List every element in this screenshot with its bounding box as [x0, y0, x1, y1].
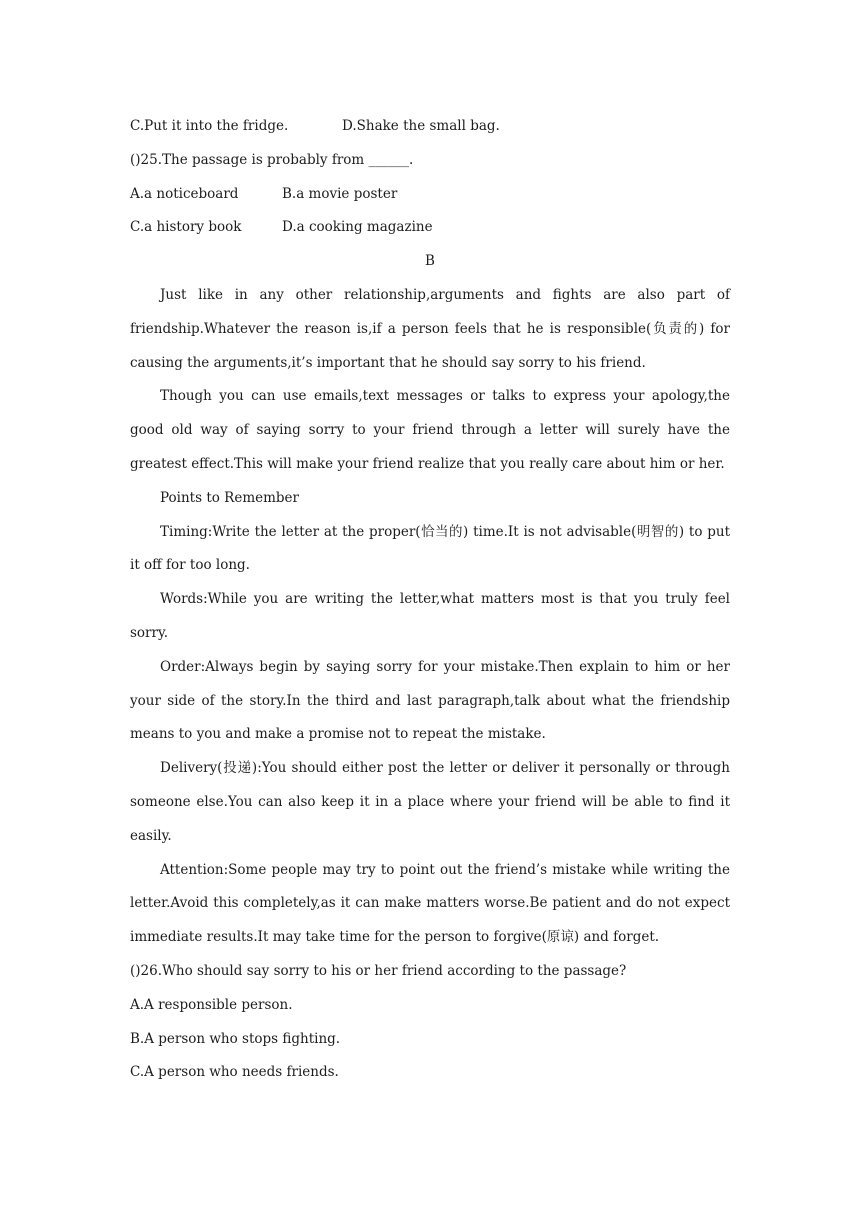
- q26-stem: ()26.Who should say sorry to his or her friend according to the passage?: [130, 962, 627, 979]
- point-timing: Timing:Write the letter at the proper(恰当的) time.It is not advisable(明智的) to put it off for too long.: [130, 523, 730, 574]
- point-words: Words:While you are writing the letter,what matters most is that you truly feel sorry.: [130, 591, 730, 641]
- q25-option-a: A.a noticeboard: [130, 185, 239, 202]
- points-heading: Points to Remember: [160, 489, 299, 506]
- passage-paragraph-2: Though you can use emails,text messages or talks to express your apology,the good old way of saying sorry to your friend through a letter will surely have the greatest effect.This will make your friend realize that you really care about him or her.: [130, 388, 730, 472]
- point-attention: Attention:Some people may try to point out the friend’s mistake while writing the letter.Avoid this completely,as it can make matters worse.Be patient and do not expect immediate results.It may take time for the person to forgive(原谅) and forget.: [130, 861, 730, 946]
- point-order: Order:Always begin by saying sorry for your mistake.Then explain to him or her your side of the story.In the third and last paragraph,talk about what the friendship means to you and make a promise not to repeat the mistake.: [130, 658, 730, 743]
- q25-stem: ()25.The passage is probably from ______.: [130, 151, 414, 168]
- q25-options-ab: [130, 178, 730, 212]
- document-content: [130, 110, 730, 1090]
- q24-option-d: D.Shake the small bag.: [342, 118, 500, 134]
- q24-option-c: C.Put it into the fridge.: [130, 118, 289, 134]
- passage-paragraph-1: Just like in any other relationship,arguments and fights are also part of friendship.Whatever the reason is,if a person feels that he is responsible(负责的) for causing the arguments,it’s important that he should say sorry to his friend.: [130, 286, 730, 371]
- q26-option-a: A.A responsible person.: [130, 996, 293, 1013]
- point-delivery: Delivery(投递):You should either post the letter or deliver it personally or through someone else.You can also keep it in a place where your friend will be able to find it easily.: [130, 760, 730, 844]
- q24-options-cd: [130, 110, 730, 144]
- q25-options-cd: [130, 211, 730, 245]
- q25-option-b: B.a movie poster: [282, 185, 398, 202]
- q25-option-d: D.a cooking magazine: [282, 219, 433, 236]
- q26-option-c: C.A person who needs friends.: [130, 1064, 339, 1081]
- q26-option-b: B.A person who stops fighting.: [130, 1030, 341, 1047]
- section-label: B: [425, 253, 435, 270]
- q25-option-c: C.a history book: [130, 219, 242, 236]
